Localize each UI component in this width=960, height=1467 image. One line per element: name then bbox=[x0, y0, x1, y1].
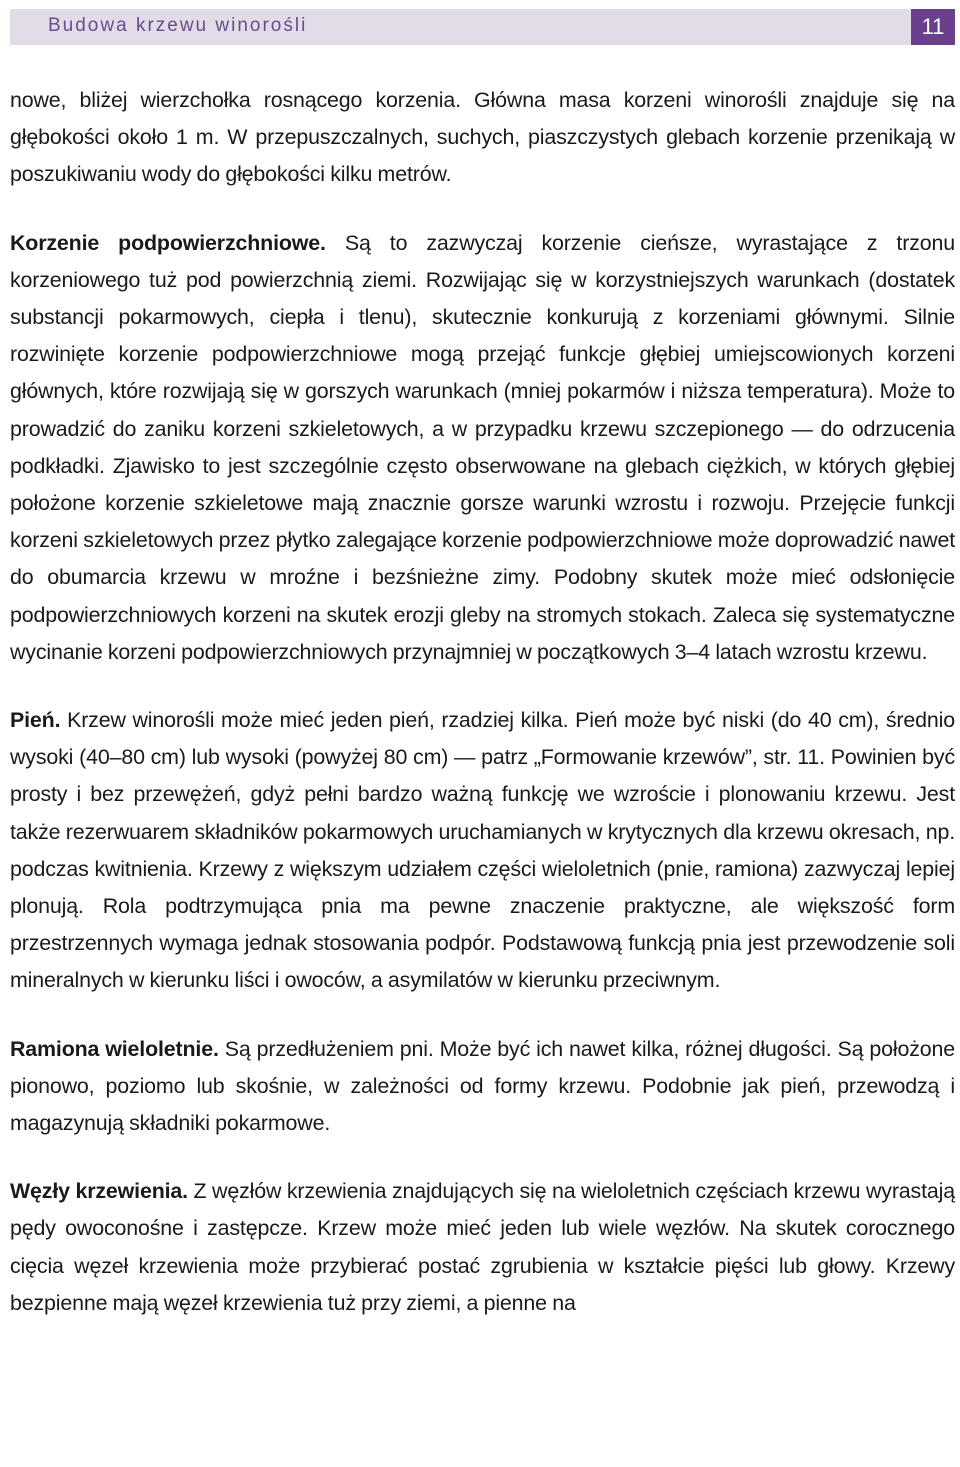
paragraph-text: Są przedłużeniem pni. Może być ich nawet kilka, różnej długości. Są położone pionowo, poziomo lub skośnie, w zależności od formy krzewu. Podobnie jak pień, przewodzą i magazynują składniki pokarmowe. bbox=[10, 1036, 956, 1136]
paragraph-arms bbox=[10, 1031, 955, 1143]
body-text bbox=[10, 82, 955, 1322]
paragraph-text: Krzew winorośli może mieć jeden pień, rzadziej kilka. Pień może być niski (do 40 cm), średnio wysoki (40–80 cm) lub wysoki (powyżej 80 cm) — patrz „Formowanie krzewów”, str. 11. Powinien być prosty i bez przewężeń, gdyż pełni bardzo ważną funkcję we wzroście i plonowaniu krzewu. Jest także rezerwuarem składników pokarmowych uruchamianych w krytycznych dla krzewu okresach, np. podczas kwitnienia. Krzewy z większym udziałem części wieloletnich (pnie, ramiona) zazwyczaj lepiej plonują. Rola podtrzymująca pnia ma pewne znaczenie praktyczne, ale większość form przestrzennych wymaga jednak stosowania podpór. Podstawową funkcją pnia jest przewodzenie soli mineralnych w kierunku liści i owoców, a asymilatów w kierunku przeciwnym. bbox=[10, 708, 955, 993]
page-number: 11 bbox=[911, 9, 955, 45]
paragraph-text: nowe, bliżej wierzchołka rosnącego korzenia. Główna masa korzeni winorośli znajduje się na głębokości około 1 m. W przepuszczalnych, suchych, piaszczystych glebach korzenie przenikają w poszukiwaniu wody do głębokości kilku metrów. bbox=[10, 88, 955, 187]
paragraph-trunk bbox=[10, 702, 955, 1000]
paragraph-heading: Ramiona wieloletnie. bbox=[10, 1036, 219, 1061]
paragraph-heading: Korzenie podpowierzchniowe. bbox=[10, 230, 326, 255]
chapter-title: Budowa krzewu winorośli bbox=[48, 15, 308, 36]
paragraph-surface-roots bbox=[10, 225, 955, 671]
paragraph-root-depth bbox=[10, 82, 955, 194]
running-header bbox=[10, 9, 955, 45]
paragraph-nodes bbox=[10, 1173, 955, 1322]
paragraph-text: Z węzłów krzewienia znajdujących się na wieloletnich częściach krzewu wyrastają pędy owoconośne i zastępcze. Krzew może mieć jeden lub wiele węzłów. Na skutek corocznego cięcia węzeł krzewienia może przybierać postać zgrubienia w kształcie pięści lub głowy. Krzewy bezpienne mają węzeł krzewienia tuż przy ziemi, a pienne na bbox=[10, 1179, 955, 1315]
paragraph-text: Są to zazwyczaj korzenie cieńsze, wyrastające z trzonu korzeniowego tuż pod powierzchnią ziemi. Rozwijając się w korzystniejszych warunkach (dostatek substancji pokarmowych, ciepła i tlenu), skutecznie konkurują z korzeniami głównymi. Silnie rozwinięte korzenie podpowierzchniowe mogą przejąć funkcje głębiej umiejscowionych korzeni głównych, które rozwijają się w gorszych warunkach (mniej pokarmów i niższa temperatura). Może to prowadzić do zaniku korzeni szkieletowych, a w przypadku krzewu szczepionego — do odrzucenia podkładki. Zjawisko to jest szczególnie często obserwowane na glebach ciężkich, w których głębiej położone korzenie szkieletowe mają znacznie gorsze warunki wzrostu i rozwoju. Przejęcie funkcji korzeni szkieletowych przez płytko zalegające korzenie podpowierzchniowe może doprowadzić nawet do obumarcia krzewu w mroźne i bezśnieżne zimy. Podobny skutek może mieć odsłonięcie podpowierzchniowych korzeni na skutek erozji gleby na stromych stokach. Zaleca się systematyczne wycinanie korzeni podpowierzchniowych przynajmniej w początkowych 3–4 latach wzrostu krzewu. bbox=[10, 230, 955, 664]
paragraph-heading: Węzły krzewienia. bbox=[10, 1179, 188, 1204]
paragraph-heading: Pień. bbox=[10, 708, 61, 733]
